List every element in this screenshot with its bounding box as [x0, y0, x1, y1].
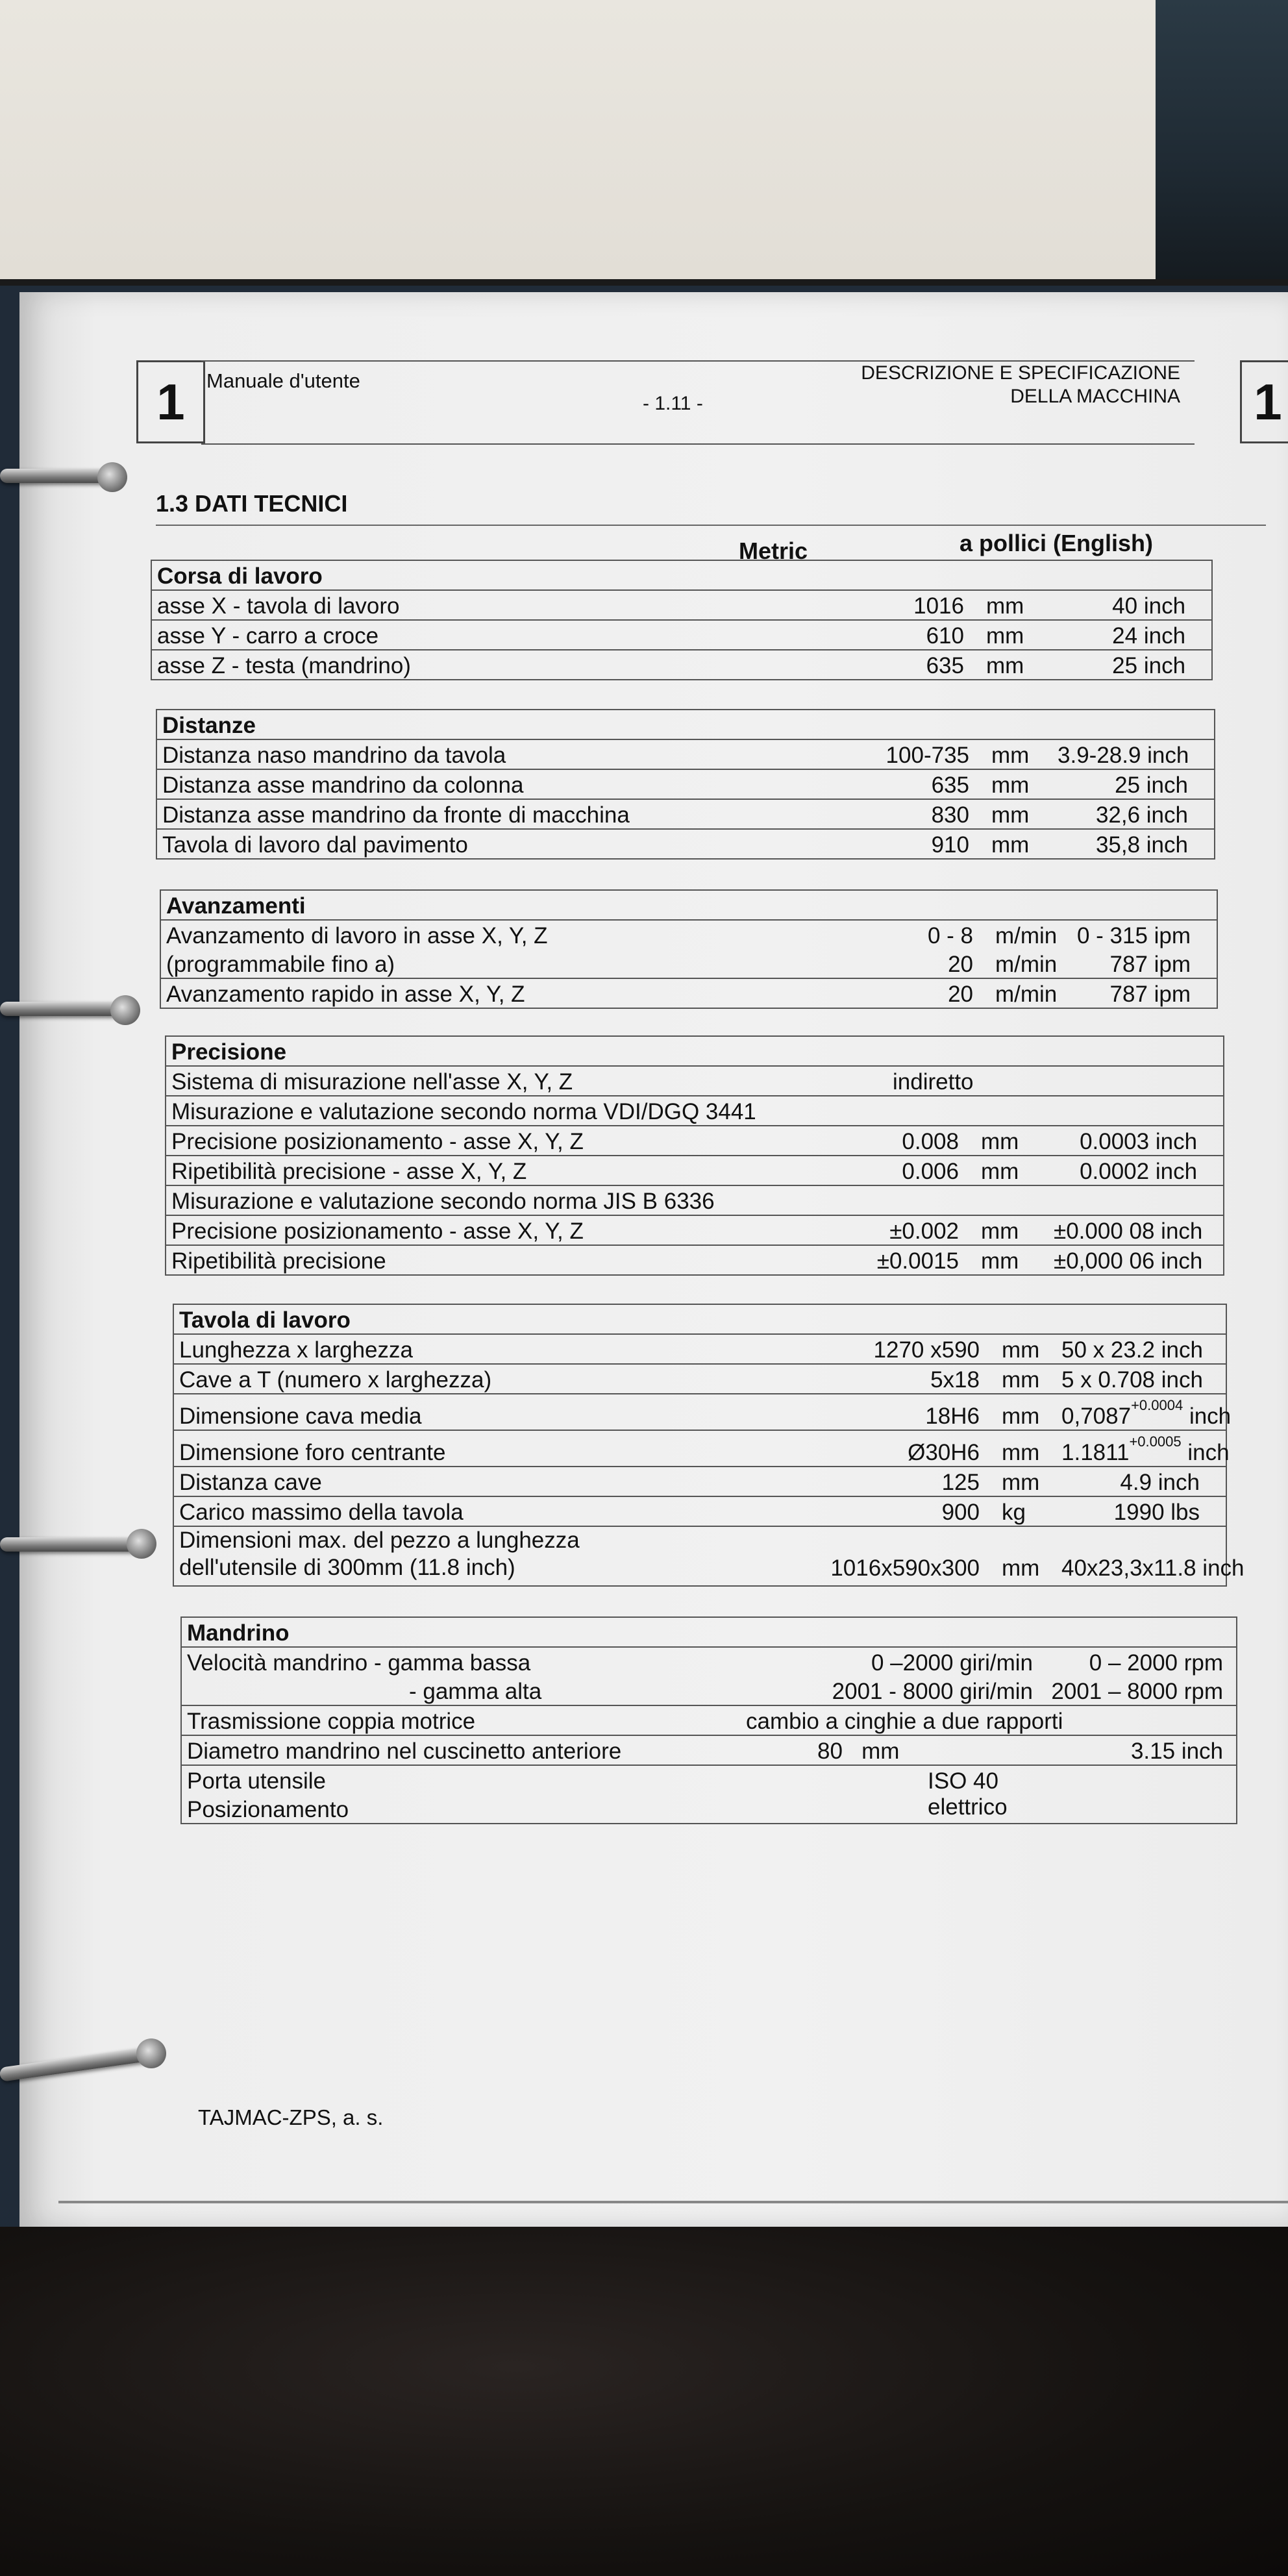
tolerance: +0.0004 [1131, 1397, 1183, 1413]
table-title: Tavola di lavoro [173, 1304, 1226, 1334]
table-row [181, 1794, 1237, 1824]
row-value: 610 [710, 620, 969, 650]
row-label: Precisione posizionamento - asse X, Y, Z [166, 1126, 724, 1156]
background-paper [0, 0, 1162, 279]
row-label: - gamma alta [409, 1679, 542, 1704]
row-value: ±0.0015 [724, 1245, 964, 1275]
row-value: 20 [719, 978, 978, 1008]
row-value: Ø30H6 [693, 1430, 985, 1467]
row-value: 0.006 [724, 1156, 964, 1185]
row-label: Distanza naso mandrino da tavola [156, 739, 715, 769]
table-row [173, 1364, 1226, 1394]
row-unit: mm [964, 1156, 1048, 1185]
row-inch: 25 inch [1047, 650, 1212, 680]
row-inch: 2001 – 8000 rpm [1051, 1679, 1224, 1704]
row-label-line2: dell'utensile di 300mm (11.8 inch) [179, 1555, 515, 1580]
background-floor [0, 2227, 1288, 2576]
row-label: asse X - tavola di lavoro [151, 590, 710, 620]
row-unit: mm [974, 829, 1052, 859]
row-unit: mm [964, 1126, 1048, 1156]
row-label: Porta utensile [181, 1765, 713, 1794]
table-row [166, 1215, 1224, 1245]
row-unit: mm [974, 799, 1052, 829]
row-label: Carico massimo della tavola [173, 1496, 693, 1526]
background-desk [1156, 0, 1288, 279]
table-row [156, 829, 1215, 859]
row-value: 0 –2000 giri/min [713, 1647, 1038, 1676]
row-unit: mm [969, 590, 1047, 620]
binder-ring-end-3 [127, 1529, 156, 1559]
table-row [173, 1496, 1226, 1526]
row-label: Ripetibilità precisione - asse X, Y, Z [166, 1156, 724, 1185]
row-inch: 0.0003 inch [1048, 1126, 1224, 1156]
table-row [151, 620, 1212, 650]
row-label: Dimensione foro centrante [173, 1430, 693, 1467]
row-label: asse Z - testa (mandrino) [151, 650, 710, 680]
row-inch: 25 inch [1052, 769, 1215, 799]
row-inch: 5 x 0.708 inch [1056, 1364, 1226, 1394]
row-label: Cave a T (numero x larghezza) [173, 1364, 693, 1394]
table-row [151, 650, 1212, 680]
row-value: elettrico [928, 1794, 1008, 1820]
column-header-metric: Metric [739, 538, 808, 564]
row-inch [1056, 1394, 1232, 1430]
page-header [136, 360, 1282, 445]
row-value: 1270 x590 [693, 1334, 985, 1364]
row-value: 100-735 [715, 739, 974, 769]
row-inch: 3.9-28.9 inch [1052, 739, 1215, 769]
row-unit: mm [985, 1394, 1056, 1430]
column-header-inch: a pollici (English) [960, 530, 1154, 556]
row-value: ±0.002 [724, 1215, 964, 1245]
row-label: Ripetibilità precisione [166, 1245, 724, 1275]
value-unit: mm [861, 1739, 900, 1764]
row-inch: 40 inch [1047, 590, 1212, 620]
table-distanze [156, 709, 1215, 860]
row-value: 910 [715, 829, 974, 859]
row-value: 125 [693, 1467, 985, 1496]
row-label: Precisione posizionamento - asse X, Y, Z [166, 1215, 724, 1245]
row-inch: ±0.000 08 inch [1048, 1215, 1224, 1245]
table-row [160, 920, 1217, 949]
table-row [166, 1185, 1224, 1215]
row-inch: 0 – 2000 rpm [1038, 1647, 1237, 1676]
row-label: Tavola di lavoro dal pavimento [156, 829, 715, 859]
table-row [166, 1245, 1224, 1275]
table-row [151, 590, 1212, 620]
row-unit: kg [985, 1496, 1056, 1526]
row-inch: 0 - 315 ipm [1063, 920, 1217, 949]
row-value [713, 1735, 1038, 1765]
inch-value: 0,7087 [1061, 1404, 1132, 1429]
row-unit: mm [985, 1334, 1056, 1364]
table-row [173, 1394, 1226, 1430]
header-rule-bottom [201, 443, 1195, 445]
inch-unit: inch [1189, 1404, 1232, 1429]
table-row [173, 1334, 1226, 1364]
row-value: 20 [948, 952, 973, 977]
row-inch: 3.15 inch [1038, 1735, 1237, 1765]
row-label: Distanza asse mandrino da colonna [156, 769, 715, 799]
table-precisione [165, 1035, 1224, 1276]
inch-unit: inch [1187, 1440, 1230, 1465]
header-manual-title: Manuale d'utente [206, 369, 360, 392]
row-inch: 4.9 inch [1056, 1467, 1226, 1496]
row-value: 635 [715, 769, 974, 799]
row-label: Misurazione e valutazione secondo norma JIS B 6336 [166, 1185, 1224, 1215]
row-label-line1: Dimensioni max. del pezzo a lunghezza [179, 1528, 580, 1553]
row-unit: mm [985, 1467, 1056, 1496]
table-title: Distanze [156, 710, 1215, 739]
row-value: cambio a cinghie a due rapporti [713, 1705, 1237, 1735]
row-label: Avanzamento di lavoro in asse X, Y, Z [160, 920, 719, 949]
row-value: 1016 [710, 590, 969, 620]
row-unit: mm [964, 1215, 1048, 1245]
binder-ring-end-2 [110, 995, 140, 1025]
row-unit: mm [969, 650, 1047, 680]
table-row [156, 769, 1215, 799]
table-row [173, 1467, 1226, 1496]
row-inch: 40x23,3x11.8 inch [1056, 1526, 1226, 1586]
row-value: 0 - 8 [719, 920, 978, 949]
row-value: ISO 40 [713, 1765, 1237, 1794]
table-corsa-di-lavoro [151, 560, 1213, 680]
table-row [160, 978, 1217, 1008]
row-unit: mm [985, 1430, 1056, 1467]
binder-ring-3 [0, 1537, 143, 1552]
row-value: 1016x590x300 [693, 1526, 985, 1586]
table-row [166, 1066, 1224, 1096]
page-edge [58, 2201, 1288, 2203]
row-inch: 32,6 inch [1052, 799, 1215, 829]
header-chapter-title [861, 362, 1180, 408]
tolerance: +0.0005 [1129, 1433, 1182, 1450]
table-row [160, 949, 1217, 978]
row-label: Diametro mandrino nel cuscinetto anteriore [181, 1735, 713, 1765]
table-row [166, 1126, 1224, 1156]
table-row [181, 1735, 1237, 1765]
header-page-number: - 1.11 - [643, 393, 703, 414]
row-inch: 0.0002 inch [1048, 1156, 1224, 1185]
table-row [181, 1705, 1237, 1735]
row-value: 2001 - 8000 giri/min [832, 1679, 1033, 1704]
row-inch [1056, 1430, 1230, 1467]
table-avanzamenti [160, 889, 1218, 1009]
row-unit: mm [985, 1526, 1056, 1586]
row-label: Distanza cave [173, 1467, 693, 1496]
row-label: (programmabile fino a) [166, 952, 395, 977]
row-label: Distanza asse mandrino da fronte di macchina [156, 799, 715, 829]
table-title: Avanzamenti [160, 890, 1217, 920]
row-value: 5x18 [693, 1364, 985, 1394]
table-title: Corsa di lavoro [151, 560, 1212, 590]
table-row [166, 1096, 1224, 1126]
binder-ring-end-1 [97, 462, 127, 492]
row-label: Avanzamento rapido in asse X, Y, Z [160, 978, 719, 1008]
row-label: Sistema di misurazione nell'asse X, Y, Z [166, 1066, 724, 1096]
row-label: Misurazione e valutazione secondo norma VDI/DGQ 3441 [166, 1096, 1224, 1126]
row-unit: mm [964, 1245, 1048, 1275]
table-row [181, 1765, 1237, 1794]
row-unit: mm [974, 739, 1052, 769]
row-value: 900 [693, 1496, 985, 1526]
row-value: 635 [710, 650, 969, 680]
row-unit: mm [974, 769, 1052, 799]
footer-company: TAJMAC-ZPS, a. s. [198, 2105, 384, 2129]
section-title: 1.3 DATI TECNICI [156, 490, 348, 517]
row-label: Dimensione cava media [173, 1394, 693, 1430]
binder-ring-end-4 [136, 2038, 166, 2068]
header-chapter-title-line2: DELLA MACCHINA [1010, 386, 1180, 407]
row-unit: m/min [995, 952, 1058, 977]
row-label: Posizionamento [187, 1797, 349, 1822]
section-rule [156, 525, 1266, 526]
row-inch: ±0,000 06 inch [1048, 1245, 1224, 1275]
row-unit: mm [969, 620, 1047, 650]
table-row [156, 799, 1215, 829]
value-number: 80 [817, 1739, 843, 1764]
row-label [173, 1526, 693, 1586]
row-inch: 1990 lbs [1056, 1496, 1226, 1526]
table-row [173, 1430, 1226, 1467]
row-value: indiretto [724, 1066, 1224, 1096]
row-label: Velocità mandrino - gamma bassa [181, 1647, 713, 1676]
row-label: Lunghezza x larghezza [173, 1334, 693, 1364]
row-value: 830 [715, 799, 974, 829]
table-title: Mandrino [181, 1617, 1237, 1647]
row-inch: 787 ipm [1109, 952, 1191, 977]
table-row [181, 1676, 1237, 1705]
row-inch: 35,8 inch [1052, 829, 1215, 859]
row-inch: 50 x 23.2 inch [1056, 1334, 1226, 1364]
row-label: asse Y - carro a croce [151, 620, 710, 650]
row-inch: 24 inch [1047, 620, 1212, 650]
table-tavola-di-lavoro [173, 1304, 1245, 1587]
row-unit: m/min [978, 978, 1063, 1008]
row-unit: m/min [978, 920, 1063, 949]
header-chapter-title-line1: DESCRIZIONE E SPECIFICAZIONE [861, 362, 1180, 384]
table-row [173, 1526, 1226, 1586]
table-mandrino [180, 1616, 1237, 1824]
table-title: Precisione [166, 1036, 1224, 1066]
row-label: Trasmissione coppia motrice [181, 1705, 713, 1735]
table-row [166, 1156, 1224, 1185]
chapter-number-right: 1 [1240, 360, 1288, 443]
row-unit: mm [985, 1364, 1056, 1394]
row-inch: 787 ipm [1063, 978, 1217, 1008]
table-row [156, 739, 1215, 769]
table-row [181, 1647, 1237, 1676]
inch-value: 1.1811 [1061, 1440, 1130, 1465]
row-value: 18H6 [693, 1394, 985, 1430]
row-value: 0.008 [724, 1126, 964, 1156]
chapter-number-left: 1 [136, 360, 205, 443]
